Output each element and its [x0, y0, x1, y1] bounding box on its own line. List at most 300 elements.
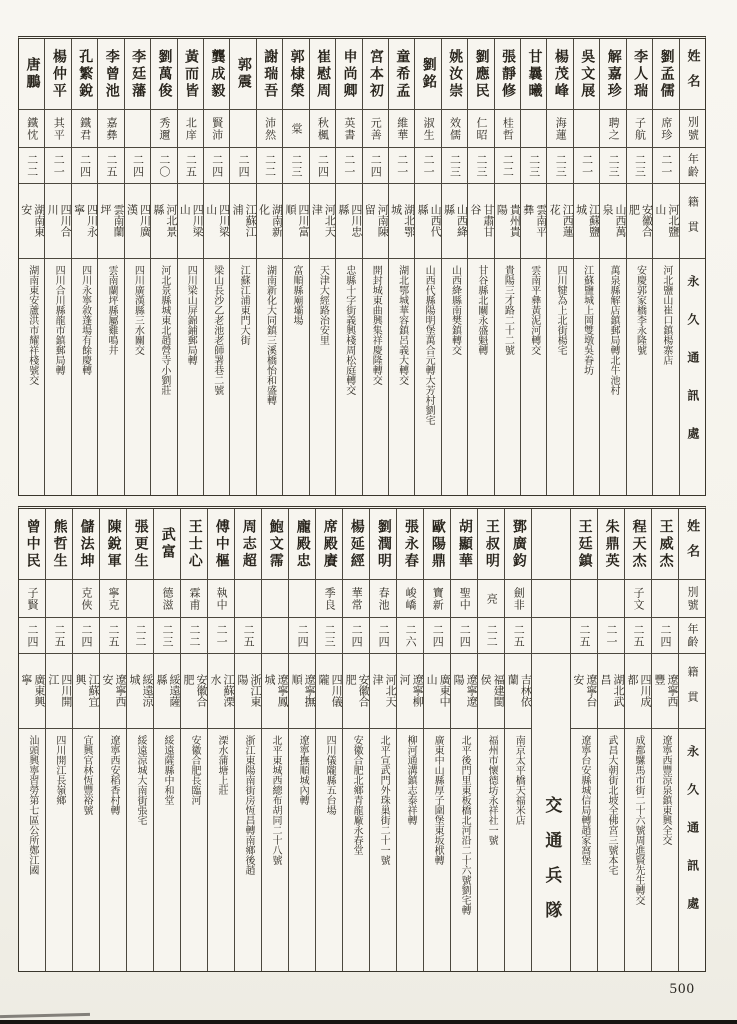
person-native-place	[495, 183, 520, 258]
person-name	[468, 39, 493, 109]
person-courtesy-name-text: 鐵君	[78, 116, 91, 141]
person-courtesy-name	[495, 109, 520, 147]
person-address	[415, 258, 440, 495]
person-native-place-text: 河北天津	[371, 674, 397, 707]
header-place-label	[680, 183, 705, 258]
person-age	[98, 147, 123, 183]
person-address-text: 梁山長沙乙老池老師署巷二號	[211, 265, 223, 395]
person-courtesy-name	[100, 579, 126, 617]
person-age	[73, 617, 99, 653]
person-address	[521, 258, 546, 495]
person-name-text: 吳文展	[579, 48, 595, 100]
header-column	[679, 39, 705, 495]
person-age-text: 二四	[131, 153, 144, 178]
person-name	[208, 509, 234, 579]
person-name-text: 鮑文霈	[267, 518, 283, 570]
person-courtesy-name-text: 海蓮	[554, 116, 567, 141]
person-column	[309, 39, 335, 495]
person-age	[154, 617, 180, 653]
person-native-place-text: 山西代縣	[416, 204, 441, 237]
person-age-text: 二三	[633, 153, 646, 178]
person-age	[316, 617, 342, 653]
section-label-cell	[532, 653, 570, 971]
person-age-text: 二四	[431, 623, 444, 648]
person-address-text: 汕頭興寧習勞第七區公所鄭江國	[26, 735, 38, 875]
person-name	[257, 39, 282, 109]
person-address	[495, 258, 520, 495]
person-native-place	[283, 183, 308, 258]
person-column	[288, 509, 315, 971]
person-courtesy-name-text: 子航	[633, 116, 646, 141]
person-age	[424, 617, 450, 653]
person-name-text: 楊茂峰	[552, 48, 568, 100]
person-address	[424, 728, 450, 971]
person-name	[652, 509, 678, 579]
person-address-text: 雲南蘭坪縣屬雞鳴井	[106, 265, 117, 355]
person-courtesy-name-text: 賢沛	[210, 116, 223, 141]
person-column	[624, 509, 651, 971]
person-name-text: 李人瑞	[632, 48, 648, 100]
person-column	[315, 509, 342, 971]
person-age-text: 二四	[369, 153, 382, 178]
header-name-label	[680, 39, 705, 109]
person-age-text: 二二	[188, 623, 201, 648]
person-address-text: 北平東城西總布胡同二十八號	[270, 735, 282, 865]
person-native-place-text: 四川梁山	[178, 204, 203, 237]
section-column	[531, 509, 570, 971]
person-native-place-text: 江蘇溧水	[209, 674, 235, 707]
person-name	[154, 509, 180, 579]
person-address-text: 四川開江長嶺鄉	[53, 735, 65, 805]
person-courtesy-name-text: 霖甫	[188, 586, 201, 611]
person-name-text: 熊哲生	[51, 518, 67, 570]
person-native-place	[98, 183, 123, 258]
person-column	[573, 39, 599, 495]
person-native-place	[521, 183, 546, 258]
header-age-label	[680, 147, 705, 183]
person-column	[520, 39, 546, 495]
person-age	[442, 147, 467, 183]
person-column	[19, 509, 45, 971]
person-column	[467, 39, 493, 495]
person-courtesy-name	[625, 579, 651, 617]
person-courtesy-name	[154, 579, 180, 617]
directory-table-bottom	[18, 506, 706, 972]
person-name-text: 曾中民	[24, 518, 40, 570]
person-address	[451, 728, 477, 971]
person-column	[597, 509, 624, 971]
person-native-place	[343, 653, 369, 728]
person-address	[257, 258, 282, 495]
person-address	[72, 258, 97, 495]
person-name-text: 龔成毅	[209, 48, 225, 100]
person-address-text: 萬泉縣解店鎮郵局轉北牛池村	[608, 265, 620, 395]
person-age	[389, 147, 414, 183]
person-native-place-text: 廣東中山	[425, 674, 451, 707]
person-column	[342, 509, 369, 971]
person-native-place	[19, 653, 45, 728]
person-address-text: 山西絳縣南樊鎮轉交	[449, 265, 461, 355]
person-age-text: 二二	[263, 153, 276, 178]
person-name	[389, 39, 414, 109]
person-address	[600, 258, 625, 495]
section-label: 交通兵隊	[542, 796, 562, 936]
person-column	[388, 39, 414, 495]
person-name	[46, 509, 72, 579]
person-name	[343, 509, 369, 579]
person-courtesy-name	[125, 109, 150, 147]
person-column	[477, 509, 504, 971]
person-name-text: 宮本初	[367, 48, 383, 100]
person-age-text: 二一	[604, 623, 617, 648]
person-name	[73, 509, 99, 579]
header-name-label-text: 姓名	[685, 519, 701, 569]
person-name-text: 武富	[159, 527, 175, 561]
person-column	[126, 509, 153, 971]
header-place-label-text: 籍貫	[686, 666, 699, 716]
person-age-text: 二四	[25, 623, 38, 648]
person-address-text: 雲南平彝黃泥河轉交	[528, 265, 540, 355]
person-address-text: 安慶郭家橋李永隆號	[634, 265, 646, 355]
person-address	[178, 258, 203, 495]
section-empty-age	[532, 617, 570, 653]
person-native-place-text: 四川合川	[46, 204, 71, 237]
person-courtesy-name	[547, 109, 572, 147]
person-courtesy-name-text: 春池	[377, 586, 390, 611]
person-native-place-text: 福建閩侯	[479, 674, 505, 707]
person-courtesy-name-text: 克俠	[79, 586, 92, 611]
person-native-place-text: 遼寧鳳城	[263, 674, 289, 707]
person-age-text: 二三	[290, 153, 302, 178]
person-courtesy-name	[468, 109, 493, 147]
person-native-place-text: 遼寧西安	[100, 674, 126, 707]
person-age	[45, 147, 70, 183]
person-age	[181, 617, 207, 653]
person-address-text: 甘谷縣北關永盛魁轉	[475, 265, 487, 355]
person-native-place	[181, 653, 207, 728]
person-name	[442, 39, 467, 109]
person-courtesy-name-text: 子文	[632, 586, 644, 611]
person-courtesy-name	[235, 579, 261, 617]
person-courtesy-name-text: 子賢	[25, 586, 38, 611]
person-courtesy-name	[208, 579, 234, 617]
person-name-text: 龐殿忠	[294, 518, 310, 570]
person-courtesy-name	[19, 109, 44, 147]
header-address-label-text: 永久通訊處	[685, 275, 700, 465]
section-empty-courtesy	[532, 579, 570, 617]
person-courtesy-name-text: 效儒	[448, 116, 461, 141]
person-name	[625, 509, 651, 579]
person-age	[478, 617, 504, 653]
person-age	[127, 617, 153, 653]
person-native-place-text: 安徽合肥	[344, 674, 370, 707]
person-native-place	[424, 653, 450, 728]
person-native-place	[415, 183, 440, 258]
person-address	[127, 728, 153, 971]
person-native-place-text: 四川忠縣	[336, 204, 362, 237]
person-age-text: 二四	[237, 153, 250, 178]
person-name-text: 黃而皆	[182, 48, 198, 100]
person-column	[203, 39, 229, 495]
person-address-text: 綏遠薩縣中和堂	[161, 735, 173, 805]
person-name-text: 楊仲平	[50, 48, 66, 100]
person-address-text: 廣東中山縣厚子圍堡東坂栿轉	[432, 735, 444, 865]
person-name	[415, 39, 440, 109]
person-column	[19, 39, 44, 495]
person-name	[424, 509, 450, 579]
person-native-place-text: 遼寧撫順	[290, 674, 316, 707]
person-column	[546, 39, 572, 495]
person-column	[335, 39, 361, 495]
person-name	[521, 39, 546, 109]
person-address	[262, 728, 288, 971]
person-native-place	[598, 653, 624, 728]
person-name-text: 胡顯華	[456, 518, 472, 570]
person-native-place-text: 四川儀隴	[317, 674, 343, 707]
person-name-text: 鄧廣鈞	[510, 518, 526, 570]
page-number: 500	[669, 981, 695, 997]
person-courtesy-name-text: 峻嶠	[404, 586, 417, 611]
person-name	[571, 509, 597, 579]
person-courtesy-name	[370, 579, 396, 617]
person-age-text: 二五	[105, 153, 118, 178]
person-address	[598, 728, 624, 971]
person-courtesy-name-text: 秋楓	[316, 116, 329, 141]
person-name-text: 傅中樞	[213, 518, 229, 570]
person-name	[370, 509, 396, 579]
person-native-place-text: 河北景縣	[151, 204, 177, 237]
person-address	[468, 258, 493, 495]
person-courtesy-name	[521, 109, 546, 147]
person-native-place-text: 四川富順	[283, 204, 309, 237]
person-age-text: 二四	[79, 623, 92, 648]
person-age-text: 二三	[554, 153, 567, 178]
person-age-text: 二三	[323, 623, 336, 648]
person-courtesy-name-text: 德滋	[161, 586, 174, 611]
person-age-text: 二三	[474, 153, 487, 178]
person-native-place	[19, 183, 44, 258]
person-age	[468, 147, 493, 183]
person-native-place-text: 湖北鄂城	[389, 204, 415, 237]
person-address-text: 遼寧台安縣城信局轉趙家窩堡	[578, 735, 590, 865]
person-age	[627, 147, 652, 183]
person-address	[547, 258, 572, 495]
person-name	[397, 509, 423, 579]
person-address-text: 綏遠涼城大南街張宅	[134, 735, 146, 825]
person-age-text: 二一	[52, 153, 65, 178]
person-native-place-text: 四川成都	[625, 674, 651, 707]
person-name	[505, 509, 531, 579]
person-address	[73, 728, 99, 971]
person-age	[230, 147, 255, 183]
person-column	[599, 39, 625, 495]
person-age	[178, 147, 203, 183]
person-courtesy-name	[310, 109, 335, 147]
person-age-text: 二二	[134, 623, 147, 648]
person-courtesy-name	[478, 579, 504, 617]
person-age-text: 二五	[107, 623, 119, 648]
person-address	[230, 258, 255, 495]
person-native-place	[262, 653, 288, 728]
header-age-label	[679, 617, 705, 653]
person-native-place	[468, 183, 493, 258]
person-column	[362, 39, 388, 495]
person-age	[521, 147, 546, 183]
person-name	[574, 39, 599, 109]
person-native-place-text: 四川廣漢	[125, 204, 151, 237]
person-name	[289, 509, 315, 579]
person-name-text: 劉萬俊	[156, 48, 172, 100]
header-name-label-text: 姓名	[685, 49, 701, 99]
person-age-text: 二五	[512, 623, 525, 648]
person-courtesy-name	[19, 579, 45, 617]
person-name-text: 李曾池	[103, 48, 119, 100]
person-native-place	[125, 183, 150, 258]
person-native-place	[389, 183, 414, 258]
person-courtesy-name-text: 季良	[323, 586, 336, 611]
person-native-place	[627, 183, 652, 258]
person-courtesy-name	[598, 579, 624, 617]
person-age	[451, 617, 477, 653]
person-age	[415, 147, 440, 183]
person-name-text: 劉銘	[420, 57, 436, 91]
header-address-label-text: 永久通訊處	[685, 745, 700, 935]
person-name-text: 郭震	[235, 57, 251, 91]
person-age	[547, 147, 572, 183]
person-native-place	[397, 653, 423, 728]
person-age-text: 二一	[215, 623, 228, 648]
person-name-text: 甘曩曦	[526, 48, 542, 100]
person-age	[19, 617, 45, 653]
person-name	[125, 39, 150, 109]
person-name-text: 李廷藩	[130, 48, 146, 100]
header-address-label	[680, 258, 705, 495]
person-native-place	[310, 183, 335, 258]
person-age-text: 二四	[659, 623, 672, 648]
person-address	[100, 728, 126, 971]
person-age	[46, 617, 72, 653]
person-address	[283, 258, 308, 495]
person-native-place	[46, 653, 72, 728]
person-native-place	[235, 653, 261, 728]
person-name	[235, 509, 261, 579]
person-native-place-text: 四川開江	[46, 674, 72, 707]
header-address-label	[679, 728, 705, 971]
person-column	[441, 39, 467, 495]
person-address	[627, 258, 652, 495]
person-age	[208, 617, 234, 653]
person-native-place	[208, 653, 234, 728]
person-address-text: 天津大經路治安里	[317, 265, 329, 345]
person-native-place-text: 安徽合肥	[627, 204, 653, 237]
person-native-place-text: 遼寧西豐	[652, 674, 678, 707]
person-native-place-text: 山西絳縣	[442, 204, 468, 237]
person-address	[397, 728, 423, 971]
header-age-label-text: 年齡	[686, 152, 699, 179]
person-address-text: 成都騾馬市街二十六號周進賢先生轉交	[632, 735, 644, 905]
person-native-place-text: 雲南蘭坪	[99, 204, 124, 237]
person-address-text: 江蘇江浦東門大街	[238, 265, 250, 345]
person-name-text: 王士心	[186, 518, 202, 570]
person-age	[19, 147, 44, 183]
person-address-text: 忠縣十字街義興棧周松庭轉交	[343, 265, 355, 395]
person-courtesy-name	[46, 579, 72, 617]
person-courtesy-name	[451, 579, 477, 617]
person-native-place-text: 河南陳留	[363, 204, 388, 237]
person-column	[44, 39, 70, 495]
person-age-text: 二四	[78, 153, 91, 178]
person-column	[369, 509, 396, 971]
person-courtesy-name	[424, 579, 450, 617]
person-courtesy-name-text: 聘之	[607, 116, 620, 141]
person-column	[504, 509, 531, 971]
person-native-place	[230, 183, 255, 258]
header-place-label	[679, 653, 705, 728]
person-address-text: 武昌大朝街北坡全佛宮三號本宅	[605, 735, 617, 875]
person-name-text: 陳銳軍	[105, 518, 121, 570]
person-name-text: 孔繁銳	[77, 48, 93, 100]
person-courtesy-name-text: 華常	[350, 586, 363, 611]
person-age-text: 二五	[52, 623, 65, 648]
person-address-text: 富順縣廟壩場	[290, 265, 302, 325]
person-address-text: 安徽合肥長臨河	[189, 735, 200, 805]
person-courtesy-name-text: 仁昭	[474, 116, 487, 141]
person-courtesy-name	[98, 109, 123, 147]
person-age-text: 二四	[296, 623, 309, 648]
person-courtesy-name	[316, 579, 342, 617]
person-native-place-text: 貴州貴陽	[495, 204, 521, 237]
person-age-text: 二四	[458, 623, 471, 648]
person-column	[97, 39, 123, 495]
person-address-text: 河北景縣城東北趙營寺小劉莊	[158, 265, 170, 395]
person-courtesy-name	[652, 579, 678, 617]
person-address	[46, 728, 72, 971]
person-column	[177, 39, 203, 495]
person-courtesy-name	[262, 579, 288, 617]
header-column	[678, 509, 705, 971]
person-name-text: 王廷鎮	[576, 518, 592, 570]
person-courtesy-name-text: 席珍	[659, 116, 672, 141]
person-address	[363, 258, 388, 495]
person-address	[154, 728, 180, 971]
person-name-text: 歐陽鼎	[429, 518, 445, 570]
person-native-place-text: 山西萬泉	[601, 204, 626, 237]
person-address-text: 柳河通溝鎮志泰祥轉	[405, 735, 417, 825]
person-native-place	[478, 653, 504, 728]
person-courtesy-name	[204, 109, 229, 147]
person-address-text: 湖南東安蘆洪市耀祥棧號交	[26, 265, 38, 385]
person-native-place-text: 浙江東陽	[236, 674, 262, 707]
person-name	[230, 39, 255, 109]
person-age-text: 二四	[350, 623, 363, 648]
person-address	[310, 258, 335, 495]
person-age	[370, 617, 396, 653]
person-address	[235, 728, 261, 971]
person-address-text: 四川廣漢縣三水關交	[132, 265, 144, 355]
person-age-text: 二六	[404, 623, 417, 648]
header-name-label	[679, 509, 705, 579]
person-name-text: 劉孟儒	[658, 48, 674, 100]
person-name-text: 童希孟	[394, 48, 410, 100]
person-native-place-text: 綏遠涼城	[127, 674, 153, 707]
person-name	[262, 509, 288, 579]
person-courtesy-name-text: 劍非	[512, 586, 525, 611]
person-native-place-text: 江西蓮花	[548, 204, 573, 237]
person-address	[151, 258, 176, 495]
person-courtesy-name	[127, 579, 153, 617]
person-name	[19, 39, 44, 109]
person-age-text: 二三	[607, 153, 620, 178]
